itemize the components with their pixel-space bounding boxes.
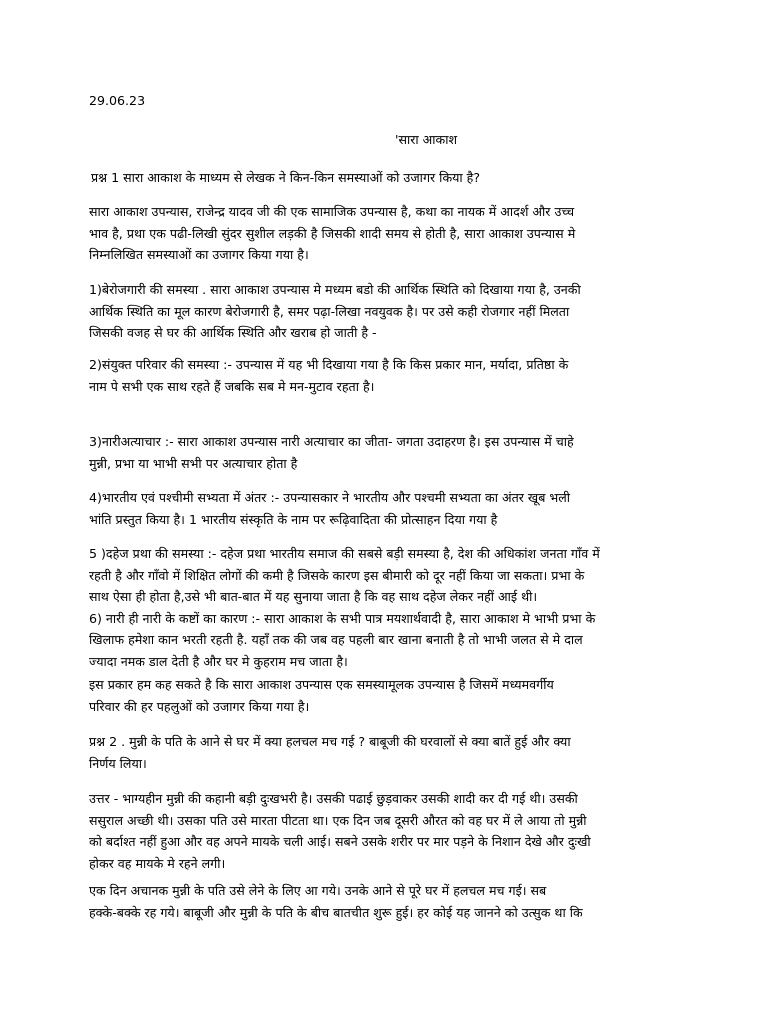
text-line: खिलाफ हमेशा कान भरती रहती है. यहाँ तक की जब वह पहली बार खाना बनाती है तो भाभी जलत से मे दाल: [89, 632, 583, 648]
text-line: 1)बेरोजगारी की समस्या . सारा आकाश उपन्यास मे मध्यम बडो की आर्थिक स्थिति को दिखाया गया है, उनकी: [89, 282, 581, 297]
text-line: उत्तर - भाग्यहीन मुन्नी की कहानी बड़ी दुःखभरी है। उसकी पढाई छुड़वाकर उसकी शादी कर दी गई थी। उसकी: [89, 791, 578, 806]
conclusion-paragraph: [89, 674, 689, 717]
point-joint-family: [89, 354, 689, 397]
text-line: नाम पे सभी एक साथ रहते हैं जबकि सब मे मन-मुटाव रहता है।: [89, 378, 375, 394]
text-line: साथ ऐसा ही होता है,उसे भी बात-बात में यह सुनाया जाता है कि वह साथ दहेज लेकर नहीं आई थी।: [89, 589, 538, 605]
text-line: ज्यादा नमक डाल देती है और घर मे कुहराम मच जाता है।: [89, 653, 348, 669]
document-date: 29.06.23: [89, 93, 146, 108]
text-line: सारा आकाश उपन्यास, राजेन्द्र यादव जी की एक सामाजिक उपन्यास है, कथा का नायक में आदर्श और उच्च: [89, 204, 575, 219]
text-line: 3)नारीअत्याचार :- सारा आकाश उपन्यास नारी अत्याचार का जीता- जगता उदाहरण है। इस उपन्यास में चाहे: [89, 434, 574, 449]
closing-paragraph: [89, 880, 689, 923]
text-line: इस प्रकार हम कह सकते है कि सारा आकाश उपन्यास एक समस्यामूलक उपन्यास है जिसमें मध्यमवर्गीय: [89, 677, 554, 692]
text-line: प्रश्न 2 . मुन्नी के पति के आने से घर में क्या हलचल मच गई ? बाबूजी की घरवालों से क्या बातें हुई और क्या: [89, 734, 571, 749]
intro-paragraph: [89, 201, 689, 266]
text-line: जिसकी वजह से घर की आर्थिक स्थिति और खराब हो जाती है -: [89, 325, 377, 341]
text-line: हक्के-बक्के रह गये। बाबूजी और मुन्नी के पति के बीच बातचीत शुरू हुई। हर कोई यह जानने को उत्सुक था कि: [89, 904, 583, 920]
text-line: भाव है, प्रथा एक पढी-लिखी सुंदर सुशील लड़की है जिसकी शादी समय से होती है, सारा आकाश उपन्यास मे: [89, 225, 576, 241]
point-civilization-difference: [89, 487, 689, 530]
question-1: प्रश्न 1 सारा आकाश के माध्यम से लेखक ने किन-किन समस्याओं को उजागर किया है?: [91, 170, 481, 185]
text-line: को बर्दाश्त नहीं हुआ और वह अपने मायके चली आई। सबने उसके शरीर पर मार पड़ने के निशान देखे और दुःखी: [89, 834, 591, 850]
text-line: परिवार की हर पहलुओं को उजागर किया गया है।: [89, 698, 310, 714]
text-line: रहती है और गाँवो में शिक्षित लोगों की कमी है जिसके कारण इस बीमारी को दूर नहीं किया जा सकता। प्रभा के: [89, 567, 585, 583]
text-line: 5 )दहेज प्रथा की समस्या :- दहेज प्रथा भारतीय समाज की सबसे बड़ी समस्या है, देश की अधिकांश जनता गाँव में: [89, 546, 600, 561]
text-line: 4)भारतीय एवं पश्चीमी सभ्यता में अंतर :- उपन्यासकार ने भारतीय और पश्चमी सभ्यता का अंतर खूब भली: [89, 490, 571, 505]
text-line: 2)संयुक्त परिवार की समस्या :- उपन्यास में यह भी दिखाया गया है कि किस प्रकार मान, मर्यादा, प्रतिष्ठा के: [89, 357, 569, 372]
point-unemployment: [89, 279, 689, 344]
text-line: होकर वह मायके मे रहने लगी।: [89, 855, 226, 871]
point-women-oppression: [89, 431, 689, 474]
text-line: भांति प्रस्तुत किया है। 1 भारतीय संस्कृति के नाम पर रूढ़िवादिता की प्रोत्साहन दिया गया है: [89, 511, 498, 527]
text-line: निम्नलिखित समस्याओं का उजागर किया गया है।: [89, 247, 309, 263]
text-line: 6) नारी ही नारी के कष्टों का कारण :- सारा आकाश के सभी पात्र मयशार्थवादी है, सारा आकाश मे भाभी प्रभा के: [89, 610, 596, 626]
text-line: आर्थिक स्थिति का मूल कारण बेरोजगारी है, समर पढ़ा-लिखा नवयुवक है। पर उसे कही रोजगार नहीं मिलता: [89, 303, 570, 319]
point-dowry-and-women: [89, 543, 689, 673]
document-title: 'सारा आकाश: [395, 132, 458, 147]
text-line: निर्णय लिया।: [89, 755, 147, 771]
text-line: ससुराल अच्छी थी। उसका पति उसे मारता पीटता था। एक दिन जब दूसरी औरत को वह घर में ले आया तो मुन्नी: [89, 812, 587, 828]
text-line: मुन्नी, प्रभा या भाभी सभी पर अत्याचार होता है: [89, 455, 298, 471]
answer-paragraph: [89, 788, 689, 874]
text-line: एक दिन अचानक मुन्नी के पति उसे लेने के लिए आ गये। उनके आने से पूरे घर में हलचल मच गई। सब: [89, 883, 547, 898]
question-2: [89, 731, 689, 774]
